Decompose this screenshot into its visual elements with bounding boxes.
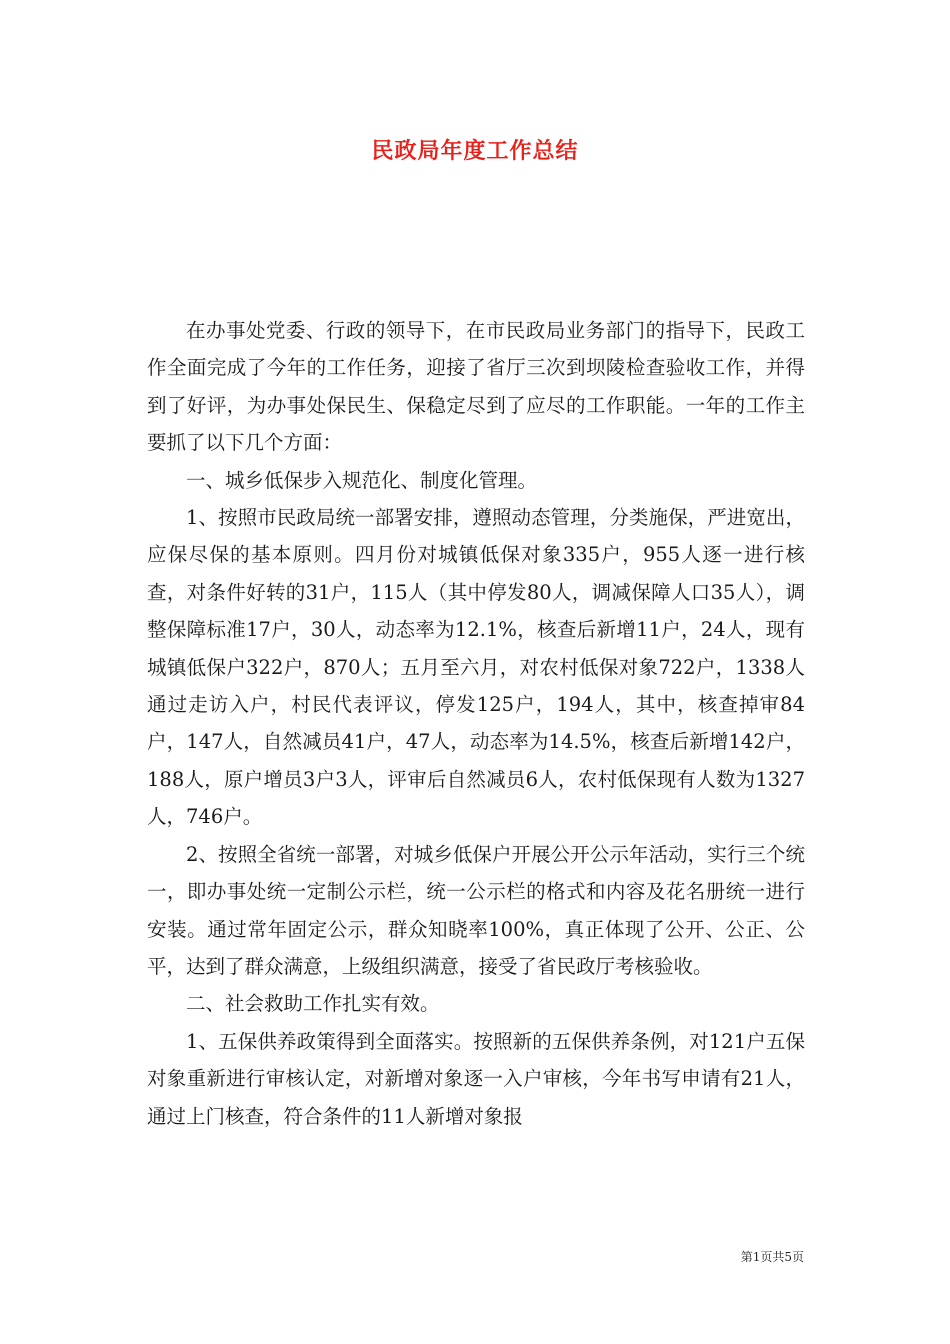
document-body <box>147 312 805 1135</box>
section-heading-1: 一、城乡低保步入规范化、制度化管理。 <box>186 468 538 492</box>
paragraph-2-1: 1、五保供养政策得到全面落实。按照新的五保供养条例，对121户五保对象重新进行审核认定，对新增对象逐一入户审核，今年书写申请有21人，通过上门核查，符合条件的11人新增对象报 <box>147 1029 805 1128</box>
page-number: 第1页共5页 <box>740 1250 804 1264</box>
section-heading-2: 二、社会救助工作扎实有效。 <box>186 992 440 1016</box>
paragraph-1-2: 2、按照全省统一部署，对城乡低保户开展公开公示年活动，实行三个统一，即办事处统一定制公示栏，统一公示栏的格式和内容及花名册统一进行安装。通过常年固定公示，群众知晓率100%，真正体现了公开、公正、公平，达到了群众满意，上级组织满意，接受了省民政厅考核验收。 <box>147 842 805 978</box>
paragraph-intro: 在办事处党委、行政的领导下，在市民政局业务部门的指导下，民政工作全面完成了今年的工作任务，迎接了省厅三次到坝陵检查验收工作，并得到了好评，为办事处保民生、保稳定尽到了应尽的工作职能。一年的工作主要抓了以下几个方面： <box>147 319 805 455</box>
paragraph-1-1: 1、按照市民政局统一部署安排，遵照动态管理，分类施保，严进宽出，应保尽保的基本原则。四月份对城镇低保对象335户，955人逐一进行核查，对条件好转的31户，115人（其中停发80人，调减保障人口35人），调整保障标准17户，30人，动态率为12.1%，核查后新增11户，24人，现有城镇低保户322户，870人；五月至六月，对农村低保对象722户，1338人通过走访入户，村民代表评议，停发125户，194人，其中，核查掉审84户，147人，自然减员41户，47人，动态率为14.5%，核查后新增142户，188人，原户增员3户3人，评审后自然减员6人，农村低保现有人数为1327人，746户。 <box>147 506 805 829</box>
page-title: 民政局年度工作总结 <box>371 138 579 164</box>
